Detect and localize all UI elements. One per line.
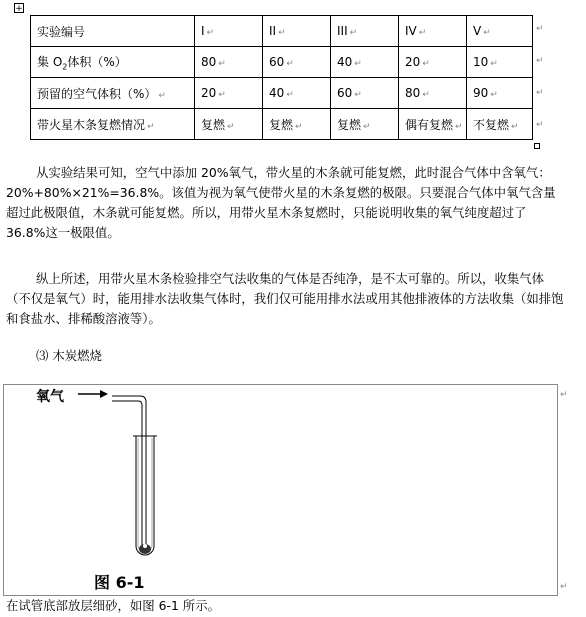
test-tube	[133, 436, 157, 555]
row-end-mark: ↵	[536, 88, 544, 98]
table-cell: 90 ↵	[467, 78, 533, 109]
table-cell: III ↵	[331, 16, 399, 47]
figure-end-mark: ↵	[560, 582, 568, 592]
table-cell: 复燃 ↵	[263, 109, 331, 140]
paragraph-summary: 纵上所述，用带火星木条检验排空气法收集的气体是否纯净，是不太可靠的。所以，收集气体（不仅是氧气）时，能用排水法收集气体时，我们仅可能用排水法或用其他排液体的方法收集（如排饱和食盐水、排稀酸溶液等）。	[6, 271, 564, 326]
table-cell: 复燃 ↵	[195, 109, 263, 140]
oxygen-label: 氧气	[36, 389, 64, 405]
table-cell: 20 ↵	[399, 47, 467, 78]
table-cell: 20 ↵	[195, 78, 263, 109]
table-cell: 40 ↵	[263, 78, 331, 109]
table-cell: 80 ↵	[195, 47, 263, 78]
table-cell: I ↵	[195, 16, 263, 47]
row-end-mark: ↵	[536, 24, 544, 34]
table-cell: 不复燃 ↵	[467, 109, 533, 140]
table-cell: 预留的空气体积（%） ↵	[31, 78, 195, 109]
arrow-icon	[78, 390, 108, 398]
table-cell: 集 $O_2$体积（%）	[31, 47, 195, 78]
footer-paragraph: 在试管底部放层细砂，如图 6-1 所示。	[6, 598, 220, 613]
row-end-mark: ↵	[536, 56, 544, 66]
delivery-tube	[112, 396, 146, 548]
table-cell: IV ↵	[399, 16, 467, 47]
table-cell: 60 ↵	[331, 78, 399, 109]
table-cell: V ↵	[467, 16, 533, 47]
table-cell: 实验编号	[31, 16, 195, 47]
table-cell: 10 ↵	[467, 47, 533, 78]
table-move-handle[interactable]: +	[15, 4, 23, 14]
table-cell: 60 ↵	[263, 47, 331, 78]
paragraph-conclusion: 从实验结果可知，空气中添加 20%氧气，带火星的木条就可能复燃，此时混合气体中含氧气：20%+80%×21%=36.8%。该值为视为氧气使带火星的木条复燃的极限。只要混合气体中氧气含量超过此极限值，木条就可能复燃。所以，用带火星木条复燃时，只能说明收集的氧气纯度超过了 36.8%这一极限值。	[6, 165, 556, 240]
section-heading: ⑶ 木炭燃烧	[36, 348, 102, 363]
table-cell: 80 ↵	[399, 78, 467, 109]
table-cell: 偶有复燃 ↵	[399, 109, 467, 140]
figure-caption: 图 6-1	[94, 573, 145, 592]
figure-end-mark: ↵	[560, 390, 568, 400]
table-cell: II ↵	[263, 16, 331, 47]
table-cell: 40 ↵	[331, 47, 399, 78]
table-cell: 带火星木条复燃情况 ↵	[31, 109, 195, 140]
table-cell: 复燃 ↵	[331, 109, 399, 140]
sand-layer	[139, 544, 151, 554]
row-end-mark: ↵	[536, 120, 544, 130]
